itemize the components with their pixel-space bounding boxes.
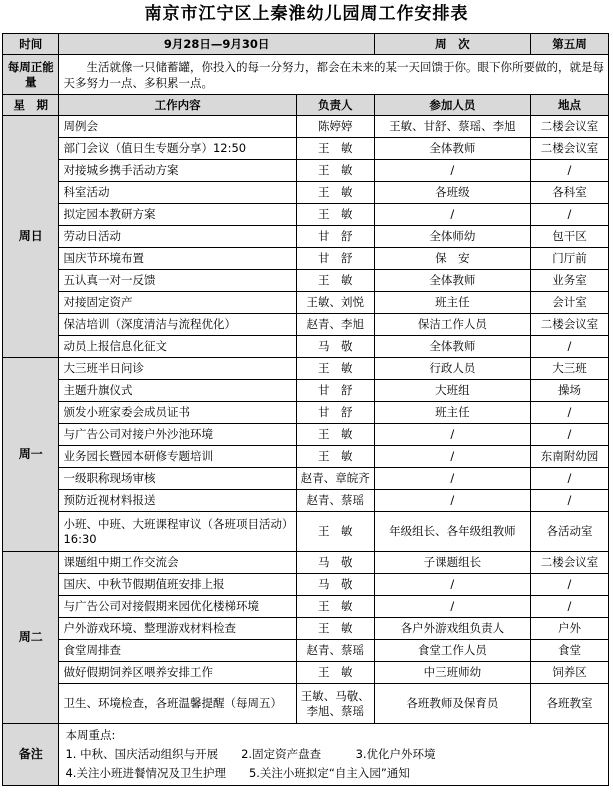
work-content: 对接城乡携手活动方案	[59, 160, 296, 182]
table-row	[3, 402, 609, 424]
owner: 王 敏	[296, 446, 374, 468]
table-row	[3, 314, 609, 336]
col-weekday: 星 期	[3, 95, 59, 116]
place: 二楼会议室	[530, 314, 608, 336]
work-content: 科室活动	[59, 182, 296, 204]
participants: 保洁工作人员	[374, 314, 530, 336]
participants: 全体教师	[374, 138, 530, 160]
table-row	[3, 596, 609, 618]
work-content: 国庆、中秋节假期值班安排上报	[59, 574, 296, 596]
place: /	[530, 402, 608, 424]
place: /	[530, 468, 608, 490]
work-content: 做好假期饲养区喂养安排工作	[59, 662, 296, 684]
place: 二楼会议室	[530, 552, 608, 574]
place: 会计室	[530, 292, 608, 314]
place: /	[530, 204, 608, 226]
participants: 全体教师	[374, 336, 530, 358]
owner: 甘 舒	[296, 226, 374, 248]
participants: /	[374, 574, 530, 596]
owner: 王 敏	[296, 596, 374, 618]
work-content: 对接固定资产	[59, 292, 296, 314]
participants: 保 安	[374, 248, 530, 270]
table-row	[3, 204, 609, 226]
work-content: 预防近视材料报送	[59, 490, 296, 512]
notes-label: 备注	[3, 724, 59, 786]
work-content: 小班、中班、大班课程审议（各班项目活动）16:30	[59, 512, 296, 552]
table-row	[3, 226, 609, 248]
table-row	[3, 248, 609, 270]
participants: 各班级	[374, 182, 530, 204]
work-content: 一级职称现场审核	[59, 468, 296, 490]
owner: 王 敏	[296, 512, 374, 552]
participants: 年级组长、各年级组教师	[374, 512, 530, 552]
place: 东南附幼园	[530, 446, 608, 468]
owner: 马 敬	[296, 574, 374, 596]
participants: /	[374, 204, 530, 226]
participants: 全体师幼	[374, 226, 530, 248]
owner: 王敏、刘悦	[296, 292, 374, 314]
place: 大三班	[530, 358, 608, 380]
participants: /	[374, 424, 530, 446]
owner: 王敏、马敬、李旭、蔡瑶	[296, 684, 374, 724]
participants: 食堂工作人员	[374, 640, 530, 662]
work-content: 卫生、环境检查，各班温馨提醒（每周五）	[59, 684, 296, 724]
owner: 王 敏	[296, 358, 374, 380]
col-participants: 参加人员	[374, 95, 530, 116]
owner: 王 敏	[296, 618, 374, 640]
table-row	[3, 552, 609, 574]
table-row	[3, 182, 609, 204]
work-content: 课题组中期工作交流会	[59, 552, 296, 574]
motto-label: 每周正能量	[3, 55, 59, 95]
participants: 行政人员	[374, 358, 530, 380]
table-row	[3, 336, 609, 358]
work-content: 颁发小班家委会成员证书	[59, 402, 296, 424]
table-row	[3, 684, 609, 724]
notes-line-1: 1. 中秋、国庆活动组织与开展 2.固定资产盘查 3.优化户外环境	[65, 747, 436, 761]
work-content: 大三班半日问诊	[59, 358, 296, 380]
table-row	[3, 138, 609, 160]
notes-row	[3, 724, 609, 786]
owner: 甘 舒	[296, 380, 374, 402]
work-content: 食堂周排查	[59, 640, 296, 662]
place: 二楼会议室	[530, 138, 608, 160]
participants: 各班教师及保育员	[374, 684, 530, 724]
work-content: 部门会议（值日生专题分享）12:50	[59, 138, 296, 160]
participants: 子课题组长	[374, 552, 530, 574]
table-row	[3, 424, 609, 446]
week-value: 第五周	[530, 34, 608, 55]
participants: 中三班师幼	[374, 662, 530, 684]
time-label: 时间	[3, 34, 59, 55]
column-header-row	[3, 95, 609, 116]
col-owner: 负责人	[296, 95, 374, 116]
owner: 王 敏	[296, 182, 374, 204]
col-place: 地点	[530, 95, 608, 116]
schedule-body	[3, 34, 609, 786]
work-content: 与广告公司对接户外沙池环境	[59, 424, 296, 446]
schedule-table	[2, 33, 609, 786]
owner: 赵青、蔡瑶	[296, 490, 374, 512]
work-content: 国庆节环境布置	[59, 248, 296, 270]
participants: /	[374, 490, 530, 512]
participants: /	[374, 596, 530, 618]
participants: 班主任	[374, 292, 530, 314]
work-content: 周例会	[59, 116, 296, 138]
table-row	[3, 270, 609, 292]
col-content: 工作内容	[59, 95, 296, 116]
table-row	[3, 618, 609, 640]
owner: 赵青、李旭	[296, 314, 374, 336]
notes-content	[59, 724, 609, 786]
notes-line-2: 4.关注小班进餐情况及卫生护理 5.关注小班拟定“自主入园”通知	[65, 766, 410, 780]
work-content: 与广告公司对接假期来园优化楼梯环境	[59, 596, 296, 618]
table-row	[3, 640, 609, 662]
participants: 班主任	[374, 402, 530, 424]
table-row	[3, 380, 609, 402]
place: /	[530, 596, 608, 618]
motto-row	[3, 55, 609, 95]
place: 门厅前	[530, 248, 608, 270]
place: /	[530, 574, 608, 596]
page-title: 南京市江宁区上秦淮幼儿园周工作安排表	[144, 4, 469, 24]
participants: 大班组	[374, 380, 530, 402]
table-row	[3, 662, 609, 684]
table-row	[3, 160, 609, 182]
table-row	[3, 512, 609, 552]
table-row	[3, 116, 609, 138]
place: /	[530, 160, 608, 182]
place: 各活动室	[530, 512, 608, 552]
participants: /	[374, 446, 530, 468]
owner: 马 敬	[296, 336, 374, 358]
owner: 陈婷婷	[296, 116, 374, 138]
place: /	[530, 424, 608, 446]
owner: 王 敏	[296, 138, 374, 160]
table-row	[3, 446, 609, 468]
week-label: 周 次	[374, 34, 530, 55]
work-content: 动员上报信息化征文	[59, 336, 296, 358]
time-value: 9月28日—9月30日	[59, 34, 374, 55]
work-content: 主题升旗仪式	[59, 380, 296, 402]
work-content: 保洁培训（深度清洁与流程优化）	[59, 314, 296, 336]
work-content: 业务园长暨园本研修专题培训	[59, 446, 296, 468]
owner: 甘 舒	[296, 402, 374, 424]
participants: 王敏、甘舒、蔡瑶、李旭	[374, 116, 530, 138]
owner: 赵青、章皖齐	[296, 468, 374, 490]
place: 操场	[530, 380, 608, 402]
table-row	[3, 468, 609, 490]
motto-text: 生活就像一只储蓄罐，你投入的每一分努力，都会在未来的某一天回馈于你。眼下你所要做的，就是每天多努力一点、多积累一点。	[59, 55, 609, 95]
table-row	[3, 358, 609, 380]
weekday-label: 周二	[3, 552, 59, 724]
participants: 全体教师	[374, 270, 530, 292]
place: 各班教室	[530, 684, 608, 724]
owner: 王 敏	[296, 270, 374, 292]
owner: 赵青、蔡瑶	[296, 640, 374, 662]
participants: /	[374, 160, 530, 182]
place: 饲养区	[530, 662, 608, 684]
owner: 马 敬	[296, 552, 374, 574]
place: 业务室	[530, 270, 608, 292]
participants: 各户外游戏组负责人	[374, 618, 530, 640]
place: 各科室	[530, 182, 608, 204]
work-content: 户外游戏环境、整理游戏材料检查	[59, 618, 296, 640]
weekday-label: 周一	[3, 358, 59, 552]
owner: 王 敏	[296, 424, 374, 446]
work-content: 劳动日活动	[59, 226, 296, 248]
header-row	[3, 34, 609, 55]
table-row	[3, 292, 609, 314]
owner: 王 敏	[296, 204, 374, 226]
place: /	[530, 490, 608, 512]
owner: 王 敏	[296, 662, 374, 684]
owner: 王 敏	[296, 160, 374, 182]
weekday-label: 周日	[3, 116, 59, 358]
table-row	[3, 574, 609, 596]
place: 二楼会议室	[530, 116, 608, 138]
participants: /	[374, 468, 530, 490]
place: 户外	[530, 618, 608, 640]
table-row	[3, 490, 609, 512]
owner: 甘 舒	[296, 248, 374, 270]
place: 包干区	[530, 226, 608, 248]
work-content: 拟定园本教研方案	[59, 204, 296, 226]
place: 食堂	[530, 640, 608, 662]
notes-heading: 本周重点:	[65, 728, 116, 742]
place: /	[530, 336, 608, 358]
work-content: 五认真一对一反馈	[59, 270, 296, 292]
